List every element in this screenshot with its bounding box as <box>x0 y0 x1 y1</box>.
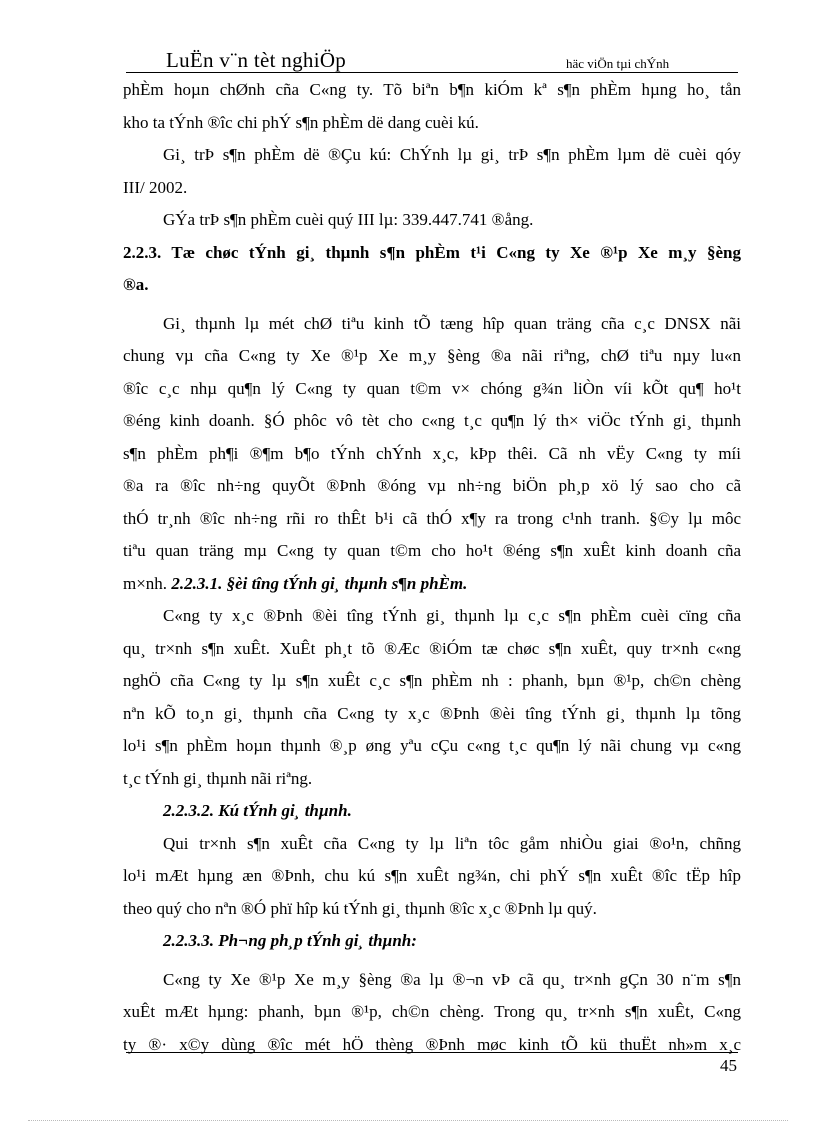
subsection-heading: 2.2.3.3. Ph¬ng ph¸p tÝnh gi¸ thµnh: <box>163 931 417 950</box>
text-line: chung vµ cña C«ng ty Xe ®¹p Xe m¸y §èng ®a nãi riªng, chØ tiªu nµy lu«n <box>123 346 741 365</box>
text-line: Gi¸ trÞ s¶n phÈm dë ®Çu kú: ChÝnh lµ gi¸ trÞ s¶n phÈm lµm dë cuèi qóy <box>163 145 741 164</box>
text-line: kho ta tÝnh ®îc chi phÝ s¶n phÈm dë dang cuèi kú. <box>123 112 479 132</box>
text-line: lo¹i s¶n phÈm hoµn thµnh ®¸p øng yªu cÇu c«ng t¸c qu¶n lý nãi chung vµ c«ng <box>123 736 741 755</box>
subsection-heading: 2.2.3.2. Kú tÝnh gi¸ thµnh. <box>163 801 352 820</box>
text-line: III/ 2002. <box>123 177 188 197</box>
header-institution: häc viÖn tµi chÝnh <box>566 56 670 71</box>
text-line: ®a ra ®îc nh÷ng quyÕt ®Þnh ®óng vµ nh÷ng biÖn ph¸p xö lý sao cho cã <box>123 476 741 495</box>
text-line: ®éng kinh doanh. §Ó phôc vô tèt cho c«ng t¸c qu¶n lý th× viÖc tÝnh gi¸ thµnh <box>123 411 741 430</box>
text-line: qu¸ tr×nh s¶n xuÊt. XuÊt ph¸t tõ ®Æc ®iÓm tæ chøc s¶n xuÊt, quy tr×nh c«ng <box>123 638 741 658</box>
text-line: C«ng ty x¸c ®Þnh ®èi tîng tÝnh gi¸ thµnh lµ c¸c s¶n phÈm cuèi cïng cña <box>163 606 741 625</box>
section-heading-cont: ®a. <box>123 275 149 294</box>
text-fragment: m×nh. <box>123 573 172 593</box>
text-line: xuÊt mÆt hµng: phanh, bµn ®¹p, ch©n chèng. Trong qu¸ tr×nh s¶n xuÊt, C«ng <box>123 1002 741 1021</box>
text-line: phÈm hoµn chØnh cña C«ng ty. Tõ biªn b¶n kiÓm kª s¶n phÈm hµng ho¸ tån <box>123 80 741 99</box>
text-line: C«ng ty Xe ®¹p Xe m¸y §èng ®a lµ ®¬n vÞ cã qu¸ tr×nh gÇn 30 n¨m s¶n <box>163 969 741 989</box>
text-line: t¸c tÝnh gi¸ thµnh nãi riªng. <box>123 768 313 788</box>
footer-rule <box>126 1052 738 1053</box>
header-rule <box>126 72 738 73</box>
page-body <box>123 74 741 1061</box>
text-line: nªn kÕ to¸n gi¸ thµnh cña C«ng ty x¸c ®Þnh ®èi tîng tÝnh gi¸ thµnh lµ tõng <box>123 703 741 723</box>
text-line: ®îc c¸c nhµ qu¶n lý C«ng ty quan t©m v× chóng g¾n liÒn víi kÕt qu¶ ho¹t <box>123 378 741 398</box>
section-heading: 2.2.3. Tæ chøc tÝnh gi¸ thµnh s¶n phÈm t¹i C«ng ty Xe ®¹p Xe m¸y §èng <box>123 242 741 262</box>
subsection-heading: 2.2.3.1. §èi tîng tÝnh gi¸ thµnh s¶n phÈm. <box>171 573 468 593</box>
page-header <box>126 46 738 74</box>
text-line: nghÖ cña C«ng ty lµ s¶n xuÊt c¸c s¶n phÈm nh : phanh, bµn ®¹p, ch©n chèng <box>123 671 741 690</box>
page-edge-divider <box>28 1120 788 1121</box>
text-line: Gi¸ thµnh lµ mét chØ tiªu kinh tÕ tæng hîp quan träng cña c¸c DNSX nãi <box>163 313 741 333</box>
text-line: GÝa trÞ s¶n phÈm cuèi quý III lµ: 339.447.741 ®ång. <box>163 210 534 229</box>
text-line: theo quý cho nªn ®Ó phï hîp kú tÝnh gi¸ thµnh ®îc x¸c ®Þnh lµ quý. <box>123 898 597 918</box>
text-line: lo¹i mÆt hµng æn ®Þnh, chu kú s¶n xuÊt ng¾n, chi phÝ s¶n xuÊt ®îc tËp hîp <box>123 866 741 885</box>
text-line: tiªu quan träng mµ C«ng ty quan t©m cho ho¹t ®éng s¶n xuÊt kinh doanh cña <box>123 541 741 560</box>
header-thesis-title: LuËn v¨n tèt nghiÖp <box>166 48 347 72</box>
text-line: s¶n phÈm ph¶i ®¶m b¶o tÝnh chÝnh x¸c, kÞp thêi. Cã nh vËy C«ng ty míi <box>123 443 741 463</box>
page-number: 45 <box>720 1056 737 1075</box>
text-line: thÓ tr¸nh ®îc nh÷ng rñi ro thÊt b¹i cã thÓ x¶y ra trong c¹nh tranh. §©y lµ môc <box>123 508 741 528</box>
text-line: ty ®· x©y dùng ®îc mét hÖ thèng ®Þnh møc kinh tÕ kü thuËt nh»m x¸c <box>123 1034 741 1054</box>
text-line <box>123 568 741 601</box>
text-line: Qui tr×nh s¶n xuÊt cña C«ng ty lµ liªn tôc gåm nhiÒu giai ®o¹n, chñng <box>163 833 741 853</box>
